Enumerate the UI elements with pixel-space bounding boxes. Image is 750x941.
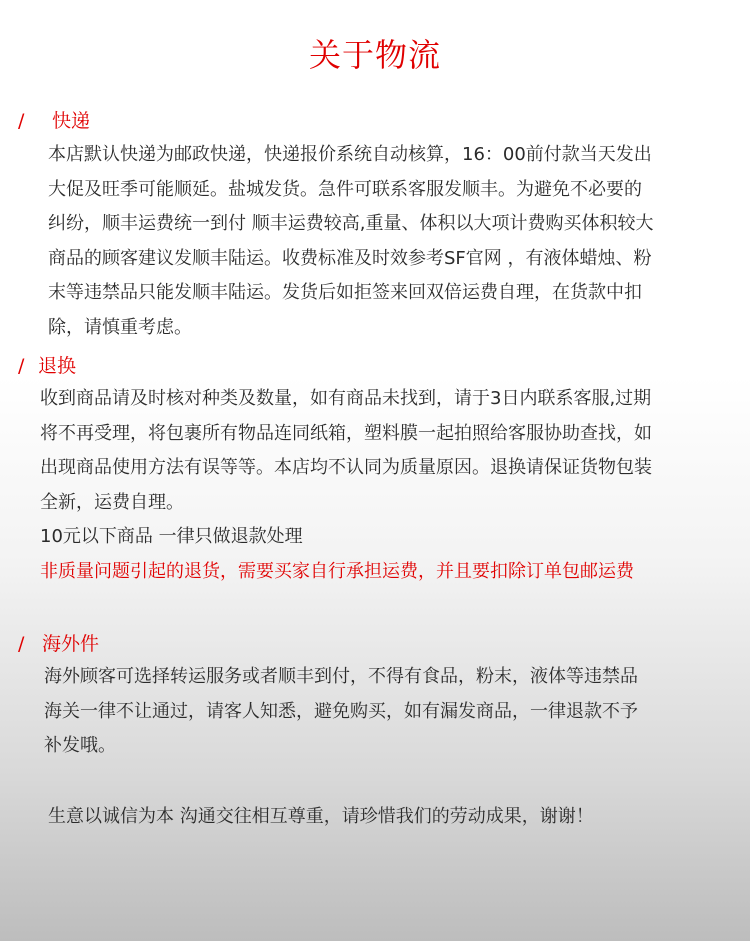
paragraph-line: 全新，运费自理。 — [40, 491, 184, 513]
paragraph-line: 收到商品请及时核对种类及数量，如有商品未找到，请于3日内联系客服,过期 — [40, 388, 652, 409]
section-heading-express — [18, 106, 90, 133]
heading-label: 退换 — [38, 355, 77, 377]
section-heading-returns — [18, 351, 76, 378]
section-heading-overseas — [18, 629, 99, 656]
paragraph-line: 大促及旺季可能顺延。盐城发货。急件可联系客服发顺丰。为避免不必要的 — [48, 178, 642, 200]
paragraph-line: 除，请慎重考虑。 — [48, 316, 192, 338]
paragraph-line: 本店默认快递为邮政快递，快递报价系统自动核算，16：00前付款当天发出 — [48, 144, 652, 165]
paragraph-line: 海外顾客可选择转运服务或者顺丰到付，不得有食品，粉末，液体等违禁品 — [44, 666, 638, 687]
paragraph-line: 末等违禁品只能发顺丰陆运。发货后如拒签来回双倍运费自理，在货款中扣 — [48, 282, 642, 303]
slash-marker: / — [18, 633, 25, 655]
paragraph-line: 商品的顾客建议发顺丰陆运。收费标准及时效参考SF官网 ，有液体蜡烛、粉 — [48, 247, 652, 269]
slash-marker: / — [18, 355, 25, 377]
page-title: 关于物流 — [308, 36, 441, 74]
paragraph-line: 10元以下商品 一律只做退款处理 — [40, 526, 303, 547]
paragraph-line: 纠纷，顺丰运费统一到付 顺丰运费较高,重量、体积以大项计费购买体积较大 — [48, 213, 654, 234]
heading-label: 快递 — [52, 110, 91, 132]
paragraph-line: 补发哦。 — [44, 735, 116, 756]
closing-text — [48, 800, 594, 835]
warning-line: 非质量问题引起的退货，需要买家自行承担运费，并且要扣除订单包邮运费 — [40, 560, 634, 582]
returns-paragraph — [40, 382, 652, 589]
express-paragraph — [48, 138, 653, 345]
paragraph-line: 将不再受理，将包裹所有物品连同纸箱，塑料膜一起拍照给客服协助查找，如 — [40, 422, 652, 444]
heading-label: 海外件 — [42, 633, 100, 655]
paragraph-line: 出现商品使用方法有误等等。本店均不认同为质量原因。退换请保证货物包装 — [40, 457, 652, 478]
slash-marker: / — [18, 110, 25, 132]
closing-line: 生意以诚信为本 沟通交往相互尊重，请珍惜我们的劳动成果，谢谢！ — [48, 806, 594, 827]
overseas-paragraph — [44, 660, 638, 764]
paragraph-line: 海关一律不让通过，请客人知悉，避免购买，如有漏发商品，一律退款不予 — [44, 700, 638, 722]
